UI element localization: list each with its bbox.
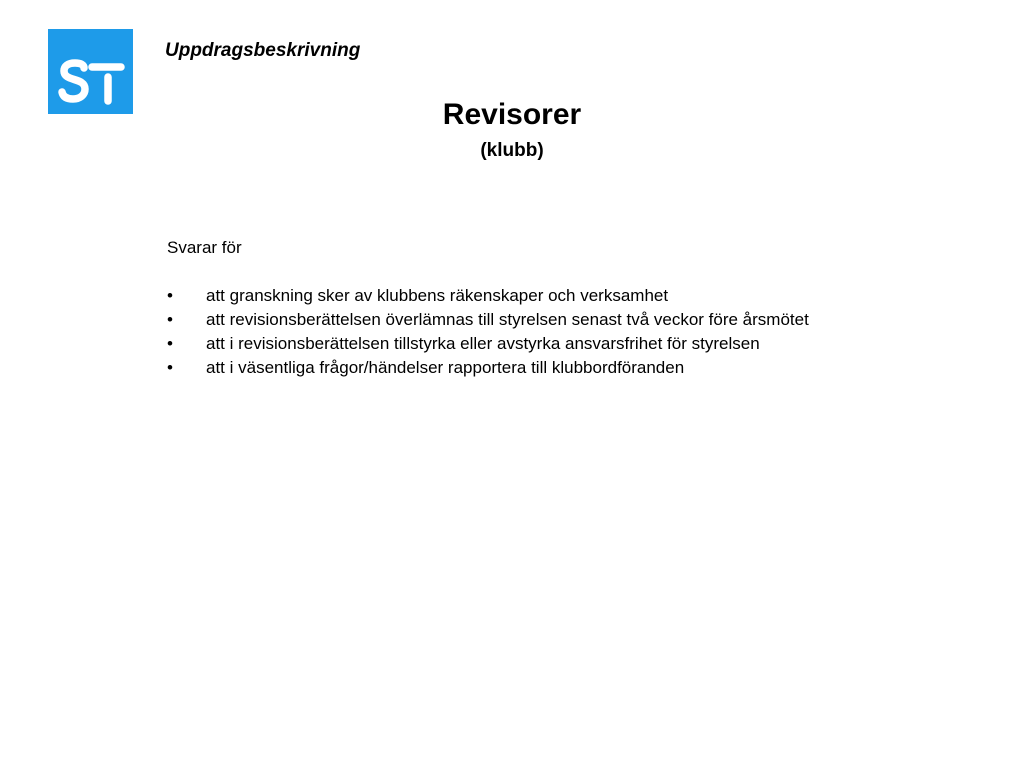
bullet-marker: •: [167, 334, 173, 353]
list-item-text: att i väsentliga frågor/händelser rapportera till klubbordföranden: [206, 358, 685, 377]
list-item: [167, 334, 809, 358]
bullet-marker: •: [167, 358, 173, 377]
list-item-text: att revisionsberättelsen överlämnas till styrelsen senast två veckor före årsmötet: [206, 310, 809, 329]
list-item-text: att granskning sker av klubbens räkenskaper och verksamhet: [206, 286, 669, 305]
document-type-label: Uppdragsbeskrivning: [165, 40, 361, 61]
responsibility-list: [167, 286, 809, 382]
list-item: [167, 310, 809, 334]
intro-text: Svarar för: [167, 238, 242, 257]
bullet-marker: •: [167, 310, 173, 329]
page-subtitle: (klubb): [480, 140, 544, 161]
list-item-text: att i revisionsberättelsen tillstyrka eller avstyrka ansvarsfrihet för styrelsen: [206, 334, 760, 353]
bullet-marker: •: [167, 286, 173, 305]
list-item: [167, 286, 809, 310]
list-item: [167, 358, 809, 382]
page-title: Revisorer: [442, 98, 582, 131]
